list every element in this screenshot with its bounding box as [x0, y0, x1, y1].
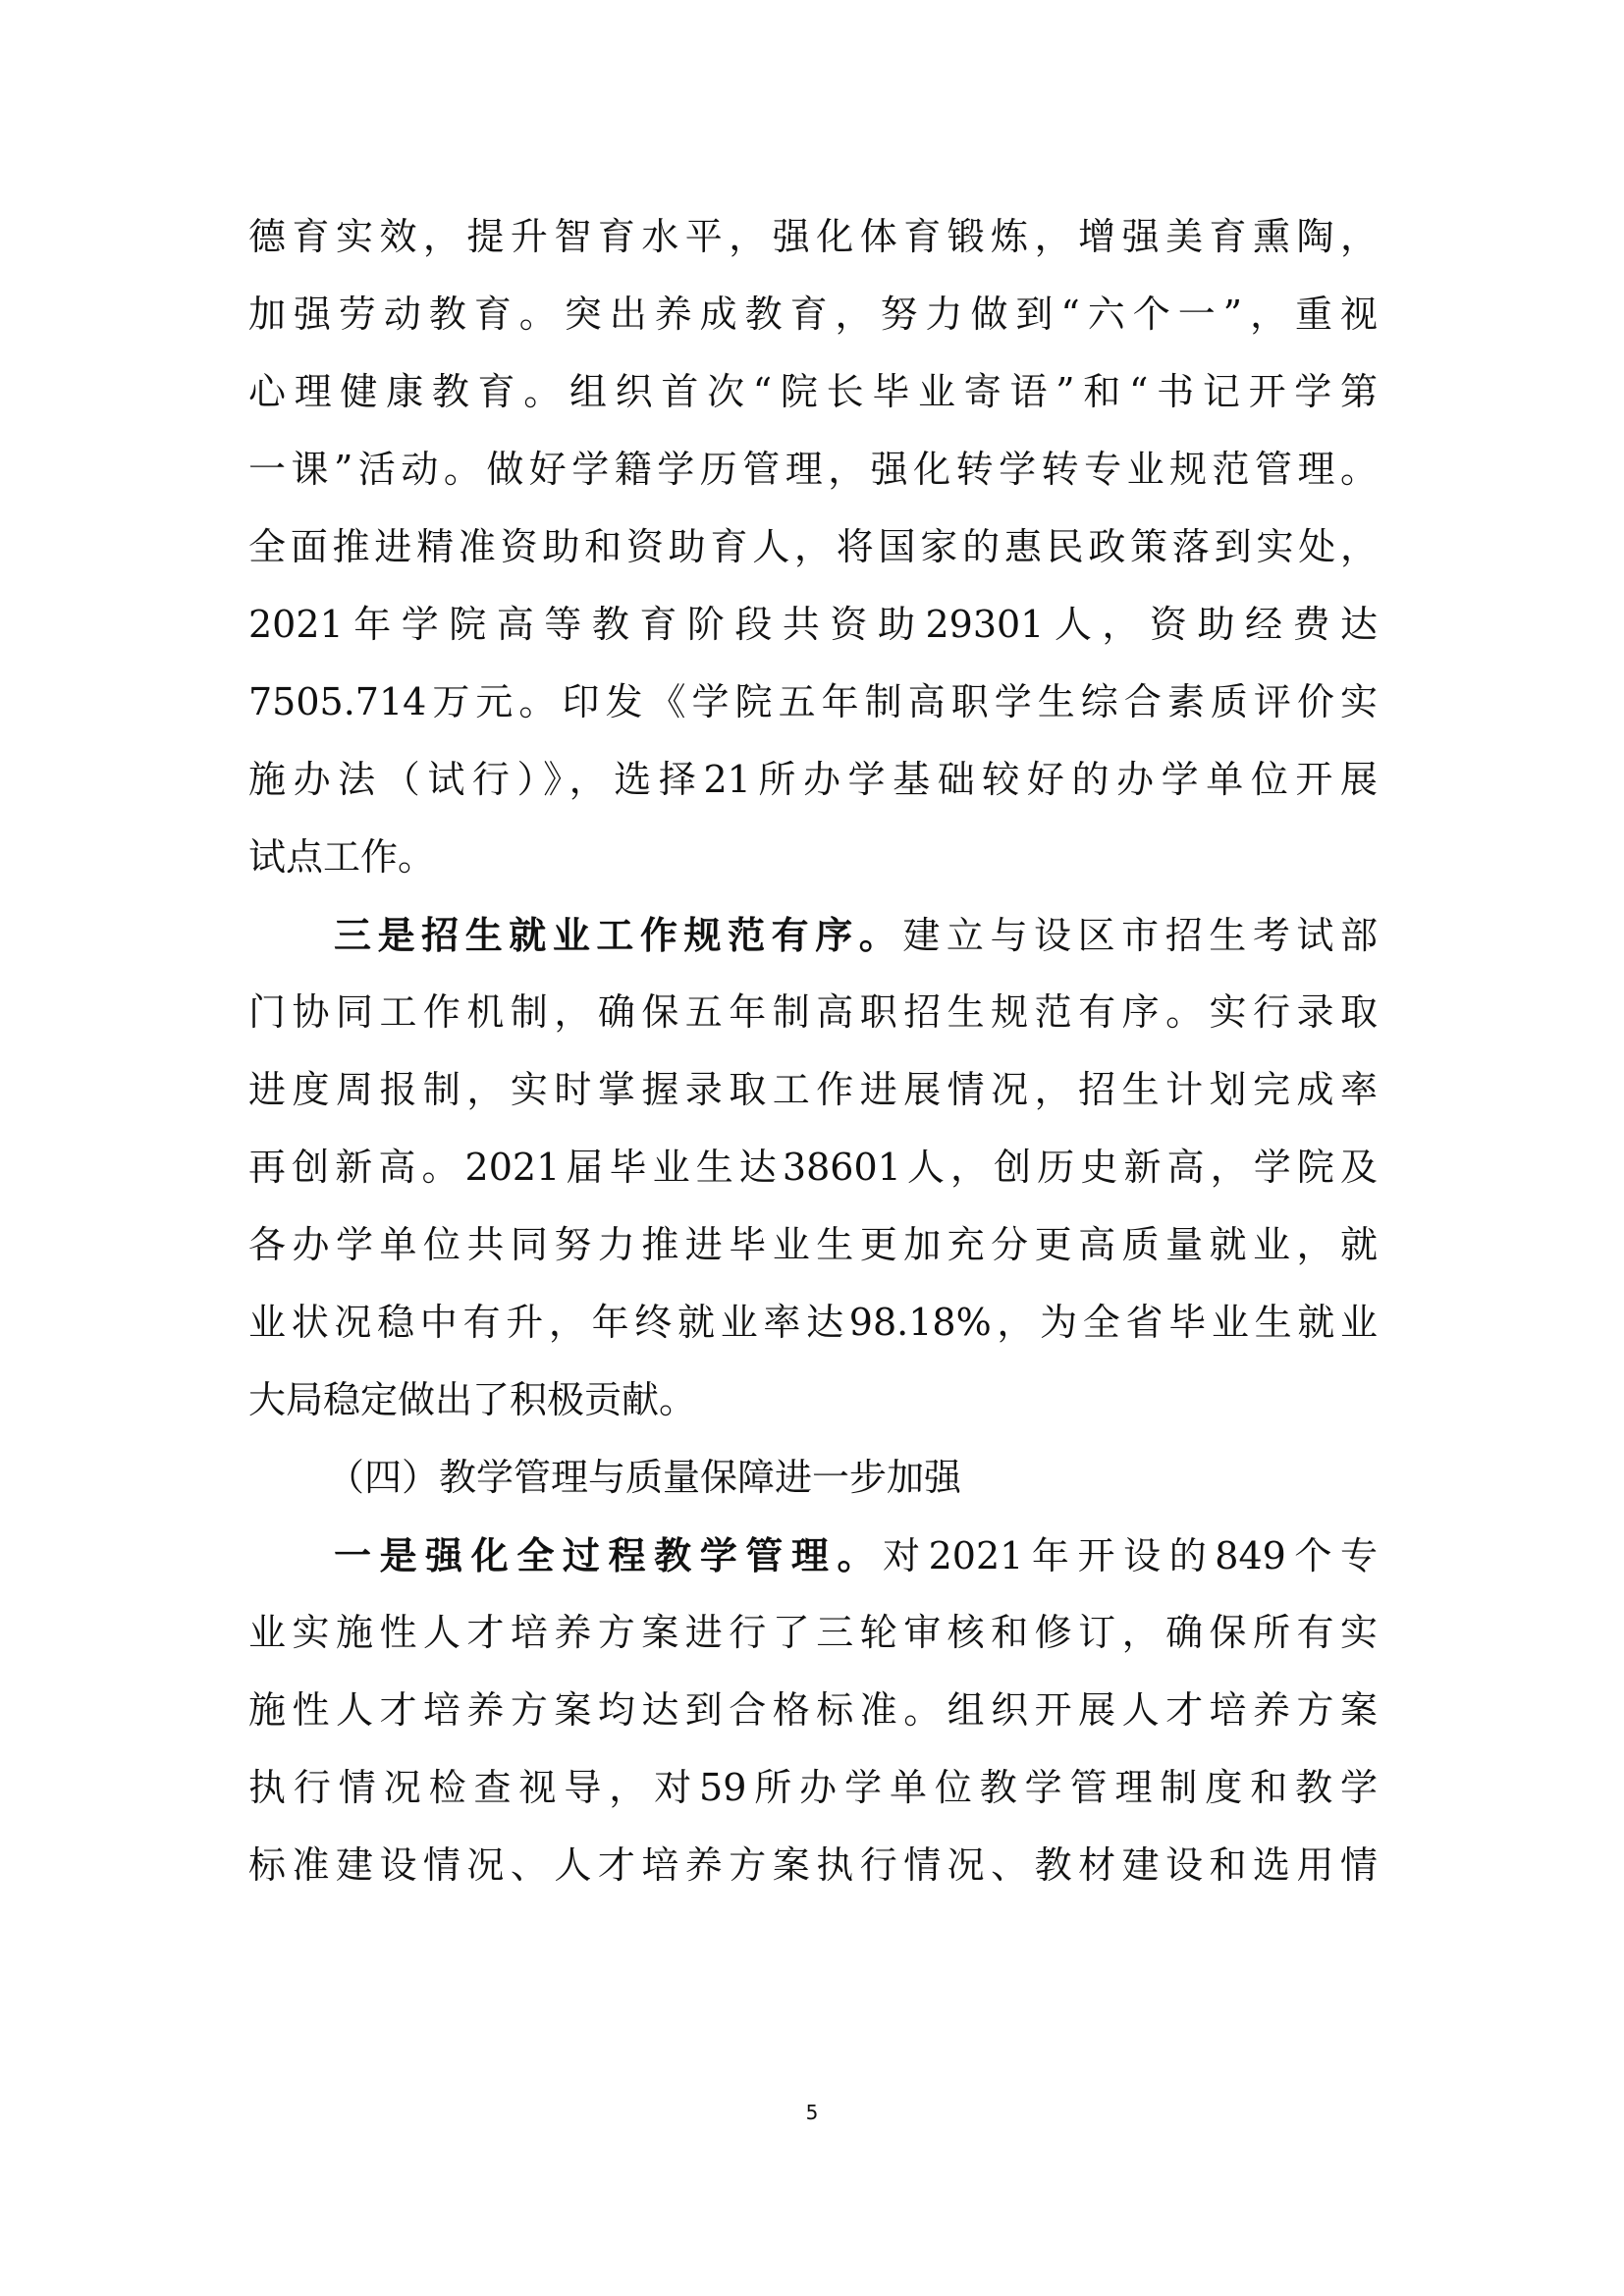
paragraph-line: 各办学单位共同努力推进毕业生更加充分更高质量就业，就 — [248, 1223, 1378, 1266]
paragraph-line-lead — [248, 896, 1378, 974]
paragraph-line: 全面推进精准资助和资助育人，将国家的惠民政策落到实处， — [248, 525, 1378, 568]
section-heading: （四）教学管理与质量保障进一步加强 — [327, 1456, 962, 1499]
paragraph-line: 业实施性人才培养方案进行了三轮审核和修订，确保所有实 — [248, 1611, 1378, 1654]
body-text — [248, 198, 1378, 1904]
paragraph-line-lead — [248, 1517, 1378, 1594]
paragraph-lead-heading: 一是强化全过程教学管理。 — [334, 1533, 884, 1577]
paragraph-line: 心理健康教育。组织首次“院长毕业寄语”和“书记开学第 — [248, 370, 1378, 413]
paragraph-line: 一课”活动。做好学籍学历管理，强化转学转专业规范管理。 — [248, 448, 1378, 491]
paragraph-line: 试点工作。 — [248, 835, 436, 879]
paragraph-line: 大局稳定做出了积极贡献。 — [248, 1378, 697, 1421]
page-number: 5 — [805, 2101, 819, 2124]
paragraph-line: 再创新高。2021届毕业生达38601人，创历史新高，学院及 — [248, 1146, 1378, 1189]
paragraph-line: 德育实效，提升智育水平，强化体育锻炼，增强美育熏陶， — [248, 215, 1378, 258]
paragraph-line: 7505.714万元。印发《学院五年制高职学生综合素质评价实 — [248, 680, 1378, 723]
paragraph-lead-text: 对2021年开设的849个专 — [883, 1534, 1378, 1577]
paragraph-line: 施办法（试行）》，选择21所办学基础较好的办学单位开展 — [248, 758, 1378, 801]
paragraph-line: 执行情况检查视导，对59所办学单位教学管理制度和教学 — [248, 1766, 1378, 1809]
paragraph-line: 标准建设情况、人才培养方案执行情况、教材建设和选用情 — [248, 1843, 1378, 1887]
paragraph-line: 施性人才培养方案均达到合格标准。组织开展人才培养方案 — [248, 1688, 1378, 1732]
paragraph-line: 门协同工作机制，确保五年制高职招生规范有序。实行录取 — [248, 990, 1378, 1034]
paragraph-lead-heading: 三是招生就业工作规范有序。 — [334, 913, 903, 957]
paragraph-lead-text: 建立与设区市招生考试部 — [902, 914, 1378, 957]
paragraph-line: 业状况稳中有升，年终就业率达98.18%，为全省毕业生就业 — [248, 1301, 1378, 1344]
paragraph-line: 2021年学院高等教育阶段共资助29301人，资助经费达 — [248, 603, 1378, 646]
paragraph-line: 加强劳动教育。突出养成教育，努力做到“六个一”，重视 — [248, 293, 1378, 336]
paragraph-line: 进度周报制，实时掌握录取工作进展情况，招生计划完成率 — [248, 1068, 1378, 1111]
